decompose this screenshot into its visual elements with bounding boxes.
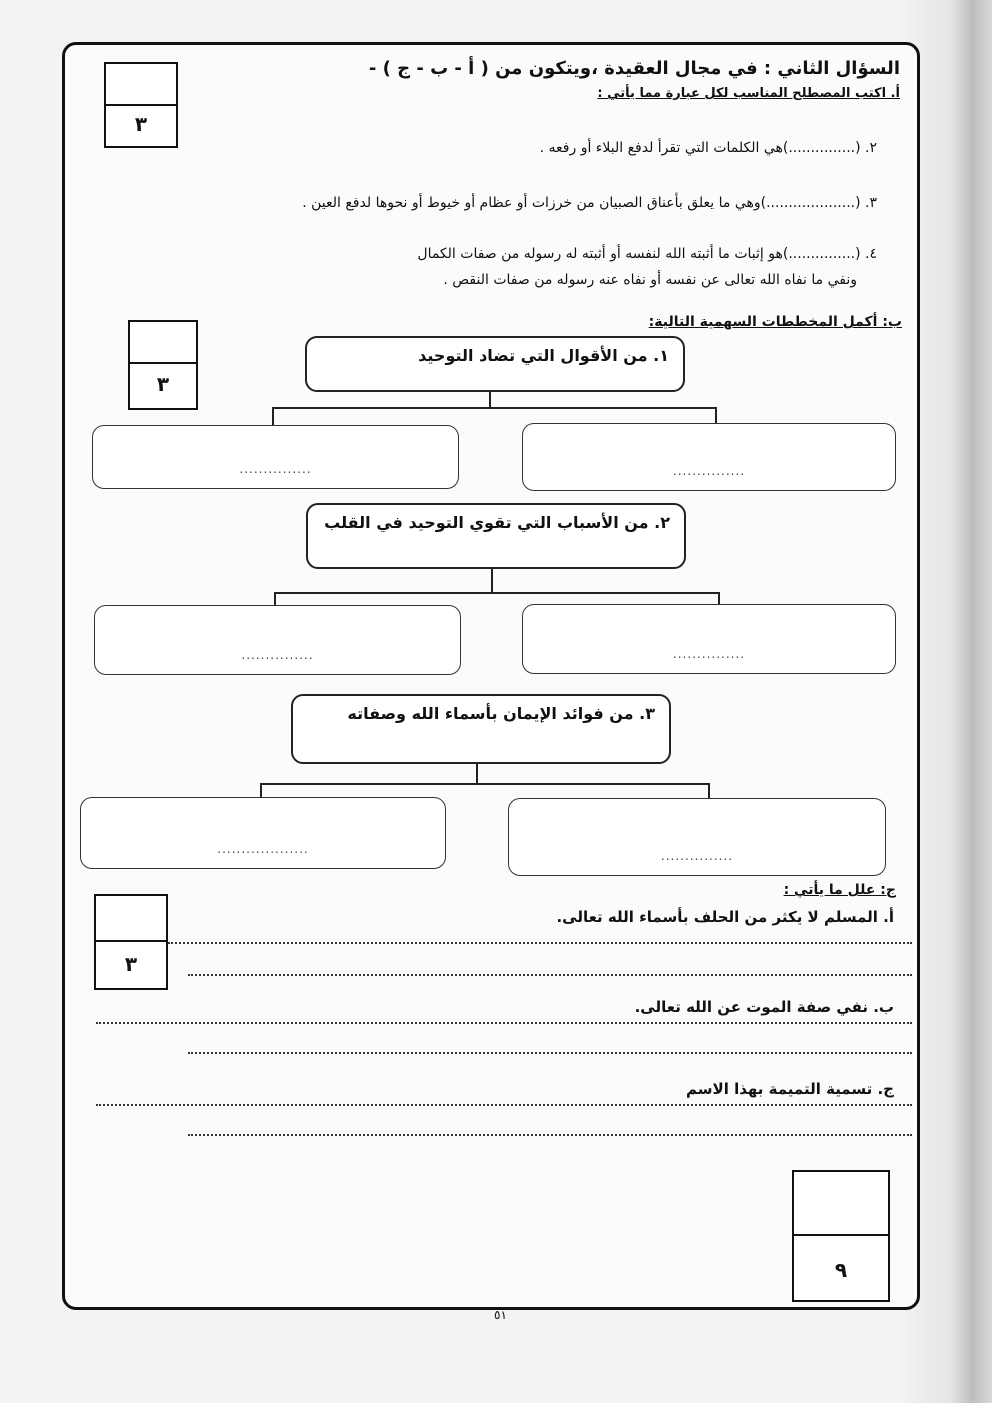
score-divider [130, 362, 196, 364]
answer-line[interactable] [188, 974, 912, 976]
diagram-connector [708, 783, 710, 799]
diagram-connector [260, 783, 710, 785]
term-item-3: ٣. (....................)وهي ما يعلق بأعناق الصبيان من خرزات أو عظام أو خيوط أو نحوها لدفع العين . [302, 195, 877, 211]
answer-line[interactable] [168, 942, 912, 944]
score-divider [794, 1234, 888, 1236]
score-divider [106, 104, 176, 106]
reason-item-b: ب. نفي صفة الموت عن الله تعالى. [634, 998, 894, 1016]
question-title: السؤال الثاني : في مجال العقيدة ،ويتكون من ( أ - ب - ج ) - [368, 58, 900, 79]
score-value: ٣ [134, 112, 148, 136]
diagram-connector [272, 407, 716, 409]
section-a-heading: أ. اكتب المصطلح المناسب لكل عبارة مما يأتي : [597, 86, 900, 101]
answer-blank: ............... [239, 462, 312, 476]
diagram-1-answer-right[interactable] [522, 423, 896, 491]
answer-blank: ............... [672, 647, 746, 661]
reason-item-c: ج. تسمية التميمة بهذا الاسم [686, 1080, 894, 1098]
diagram-connector [272, 407, 274, 425]
answer-blank: ................... [217, 842, 309, 856]
diagram-connector [274, 592, 276, 606]
diagram-3-answer-right[interactable] [508, 798, 886, 876]
diagram-2-title: ٢. من الأسباب التي تقوي التوحيد في القلب [306, 503, 686, 569]
score-box-a [104, 62, 178, 148]
diagram-2-answer-right[interactable] [522, 604, 896, 674]
worksheet-frame [62, 42, 920, 1310]
answer-blank: ............... [672, 464, 746, 478]
term-item-4-line1: ٤. (...............)هو إثبات ما أثبته الله لنفسه أو أثبته له رسوله من صفات الكمال [417, 246, 877, 262]
page-number: ٥١ [494, 1308, 507, 1322]
diagram-connector [274, 592, 720, 594]
answer-blank: ............... [241, 648, 314, 662]
answer-line[interactable] [96, 1022, 912, 1024]
diagram-3-title: ٣. من فوائد الإيمان بأسماء الله وصفاته [291, 694, 671, 764]
section-b-heading: ب: أكمل المخططات السهمية التالية: [648, 314, 902, 330]
score-value: ٣ [124, 952, 138, 976]
answer-blank: ............... [660, 849, 734, 863]
term-item-4-line2: ونفي ما نفاه الله تعالى عن نفسه أو نفاه عنه رسوله من صفات النقص . [443, 272, 857, 288]
total-score-value: ٩ [834, 1258, 848, 1282]
score-value: ٣ [156, 372, 170, 396]
diagram-connector [491, 569, 493, 593]
score-box-c [94, 894, 168, 990]
diagram-3-answer-left[interactable] [80, 797, 446, 869]
answer-line[interactable] [188, 1134, 912, 1136]
diagram-1-title: ١. من الأقوال التي تضاد التوحيد [305, 336, 685, 392]
total-score-box [792, 1170, 890, 1302]
diagram-connector [476, 764, 478, 784]
reason-item-a: أ. المسلم لا يكثر من الحلف بأسماء الله تعالى. [556, 908, 894, 926]
diagram-2-answer-left[interactable] [94, 605, 461, 675]
score-box-b [128, 320, 198, 410]
diagram-1-answer-left[interactable] [92, 425, 459, 489]
score-divider [96, 940, 166, 942]
term-item-2: ٢. (...............)هي الكلمات التي تقرأ لدفع البلاء أو رفعه . [539, 140, 877, 156]
diagram-connector [489, 392, 491, 408]
answer-line[interactable] [96, 1104, 912, 1106]
answer-line[interactable] [188, 1052, 912, 1054]
section-c-heading: ج: علل ما يأتي : [783, 882, 896, 898]
